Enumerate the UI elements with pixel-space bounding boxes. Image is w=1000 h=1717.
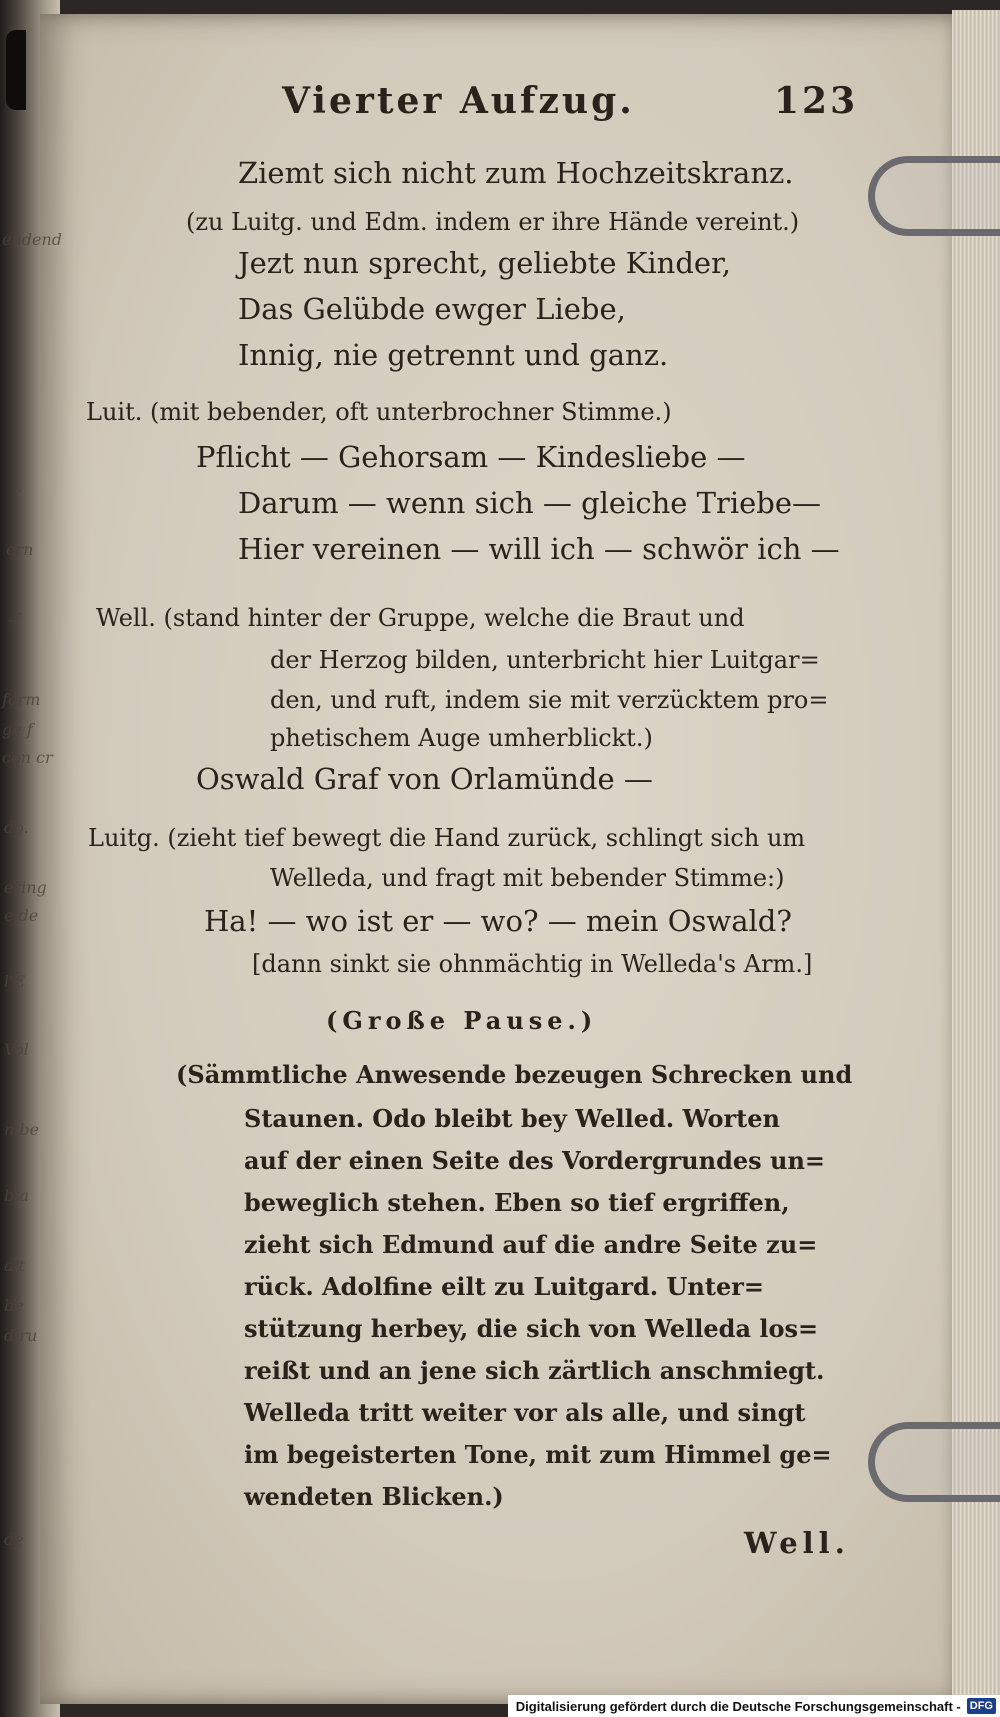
text-line: Oswald Graf von Orlamünde — bbox=[196, 762, 653, 796]
stage-direction: auf der einen Seite des Vordergrundes un= bbox=[244, 1146, 826, 1175]
margin-bleed-text: do. bbox=[4, 818, 29, 837]
pause-heading: (Große Pause.) bbox=[326, 1006, 598, 1035]
text-line: Ziemt sich nicht zum Hochzeitskranz. bbox=[238, 156, 794, 190]
stage-direction: Staunen. Odo bleibt bey Welled. Worten bbox=[244, 1104, 780, 1133]
margin-bleed-text: alt bbox=[4, 1256, 26, 1275]
margin-bleed-text: endend bbox=[2, 230, 63, 249]
text-line: Pflicht — Gehorsam — Kindesliebe — bbox=[196, 440, 746, 474]
stage-direction: beweglich stehen. Eben so tief ergriffen, bbox=[244, 1188, 790, 1217]
stage-direction: phetischem Auge umherblickt.) bbox=[270, 724, 653, 752]
stage-direction: rück. Adolfine eilt zu Luitgard. Unter= bbox=[244, 1272, 764, 1301]
stage-direction: (Sämmtliche Anwesende bezeugen Schrecken und bbox=[176, 1060, 853, 1089]
margin-bleed-text: l'E bbox=[4, 972, 26, 991]
stage-direction: der Herzog bilden, unterbricht hier Luitgar= bbox=[270, 646, 820, 674]
running-title: Vierter Aufzug. bbox=[282, 80, 635, 122]
margin-bleed-text: de bbox=[4, 1530, 24, 1549]
page-number: 123 bbox=[774, 80, 859, 122]
stage-direction: wendeten Blicken.) bbox=[244, 1482, 504, 1511]
dfg-logo: DFG bbox=[967, 1698, 996, 1714]
stage-direction: im begeisterten Tone, mit zum Himmel ge= bbox=[244, 1440, 832, 1469]
credit-text: Digitalisierung gefördert durch die Deutsche Forschungsgemeinschaft - bbox=[515, 1698, 961, 1714]
stage-direction: Welleda, und fragt mit bebender Stimme:) bbox=[270, 864, 785, 892]
previous-page-fold bbox=[6, 30, 26, 110]
text-line: Jezt nun sprecht, geliebte Kinder, bbox=[238, 246, 731, 280]
binder-clip-top bbox=[868, 156, 1000, 236]
stage-direction: (zu Luitg. und Edm. indem er ihre Hände vereint.) bbox=[186, 208, 800, 236]
stage-direction: den, und ruft, indem sie mit verzücktem pro= bbox=[270, 686, 829, 714]
stage-direction: stützung herbey, die sich von Welleda los= bbox=[244, 1314, 819, 1343]
text-line: Darum — wenn sich — gleiche Triebe— bbox=[238, 486, 822, 520]
speaker-line: Luitg. (zieht tief bewegt die Hand zurück, schlingt sich um bbox=[88, 824, 806, 852]
binder-clip-bottom bbox=[868, 1422, 1000, 1502]
stage-direction: zieht sich Edmund auf die andre Seite zu= bbox=[244, 1230, 818, 1259]
stage-direction: Welleda tritt weiter vor als alle, und singt bbox=[244, 1398, 806, 1427]
margin-bleed-text: con cr bbox=[2, 748, 53, 767]
margin-bleed-text: Vol bbox=[4, 1040, 29, 1059]
digitization-credit bbox=[508, 1695, 1000, 1717]
speaker-line: Well. (stand hinter der Gruppe, welche die Braut und bbox=[96, 604, 745, 632]
text-line: Innig, nie getrennt und ganz. bbox=[238, 338, 669, 372]
text-line: Ha! — wo ist er — wo? — mein Oswald? bbox=[204, 904, 792, 938]
margin-bleed-text: n be bbox=[4, 1120, 40, 1139]
margin-bleed-text: e de bbox=[4, 906, 39, 925]
stage-direction: reißt und an jene sich zärtlich anschmiegt. bbox=[244, 1356, 825, 1385]
margin-bleed-text: - bbox=[16, 480, 22, 499]
margin-bleed-text: be bbox=[4, 1296, 24, 1315]
margin-bleed-text: ge f bbox=[2, 720, 33, 739]
speaker-line: Luit. (mit bebender, oft unterbrochner Stimme.) bbox=[86, 398, 672, 426]
text-line: Das Gelübde ewger Liebe, bbox=[238, 292, 626, 326]
margin-bleed-text: form bbox=[2, 690, 41, 709]
margin-bleed-text: -f bbox=[8, 610, 20, 629]
text-line: Hier vereinen — will ich — schwör ich — bbox=[238, 532, 840, 566]
margin-bleed-text: ern bbox=[6, 540, 34, 559]
catchword: Well. bbox=[744, 1526, 850, 1560]
margin-bleed-text: ering bbox=[4, 878, 47, 897]
margin-bleed-text: diru bbox=[4, 1326, 38, 1345]
stage-direction: [dann sinkt sie ohnmächtig in Welleda's Arm.] bbox=[252, 950, 813, 978]
margin-bleed-text: b a bbox=[4, 1186, 29, 1205]
